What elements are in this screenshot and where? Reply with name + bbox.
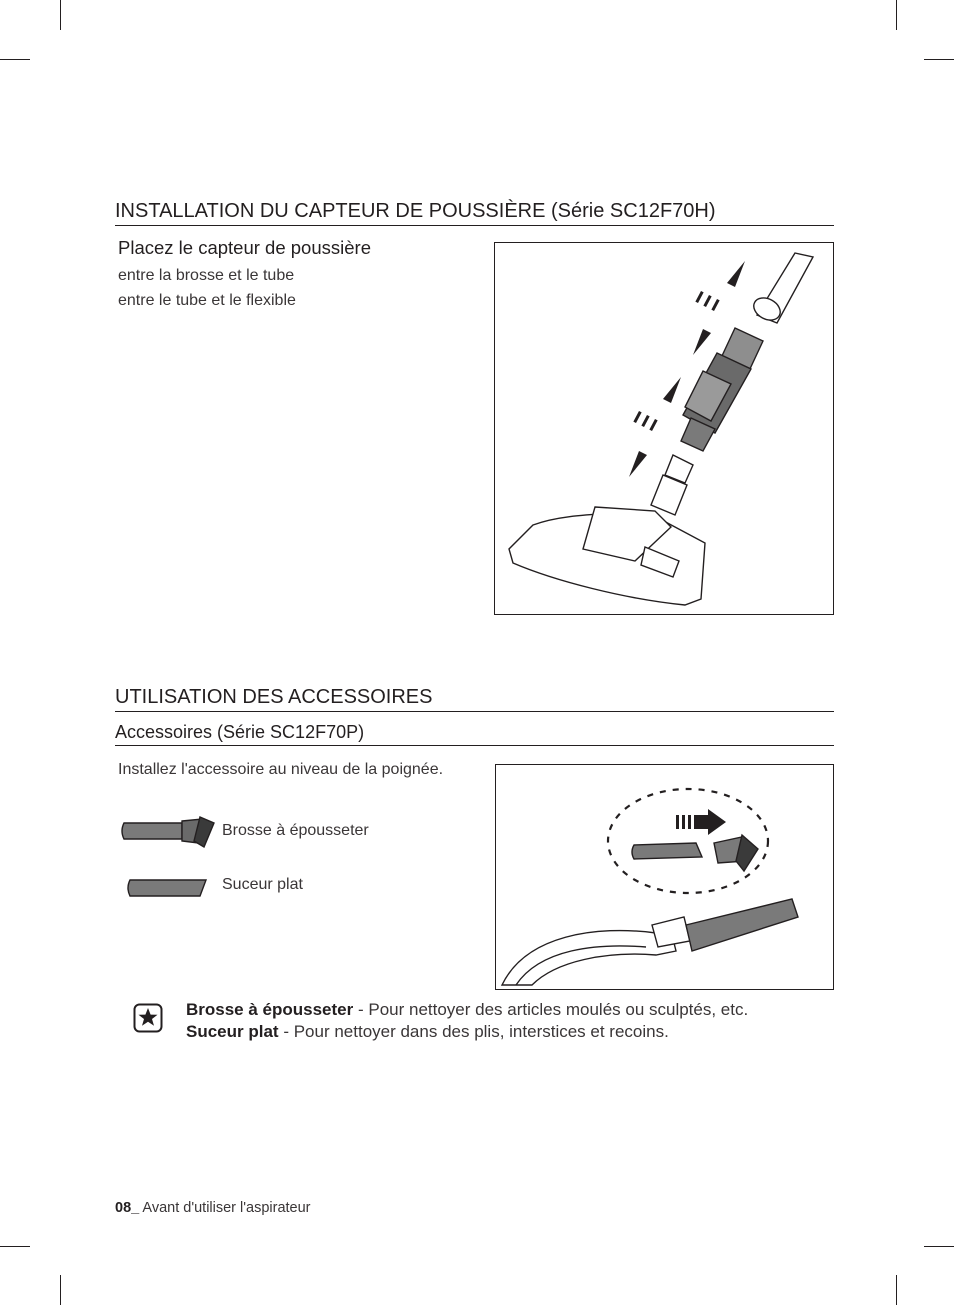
crop-mark — [924, 1246, 954, 1247]
accessories-subheading: Accessoires (Série SC12F70P) — [115, 721, 834, 746]
dust-sensor-line-2: entre le tube et le flexible — [118, 292, 296, 309]
crop-mark — [60, 1275, 61, 1305]
crop-mark — [0, 1246, 30, 1247]
dust-sensor-subtitle: Placez le capteur de poussière — [118, 237, 371, 258]
tube-icon — [750, 253, 813, 324]
dust-sensor-illustration — [494, 242, 834, 615]
push-arrow-icon — [676, 809, 726, 835]
accessory-label-crevice-tool: Suceur plat — [222, 876, 303, 893]
accessories-illustration — [495, 764, 834, 990]
accessory-label-dusting-brush: Brosse à épousseter — [222, 822, 369, 839]
handle-icon — [502, 899, 798, 985]
crop-mark — [0, 59, 30, 60]
accessories-instruction: Installez l'accessoire au niveau de la poignée. — [118, 761, 444, 778]
note-line-crevice-tool: Suceur plat - Pour nettoyer dans des plis, interstices et recoins. — [186, 1022, 669, 1041]
dust-sensor-line-1: entre la brosse et le tube — [118, 267, 295, 284]
page-number: 08_ — [115, 1200, 140, 1216]
note-line-dusting-brush: Brosse à épousseter - Pour nettoyer des articles moulés ou sculptés, etc. — [186, 1000, 749, 1019]
crop-mark — [896, 0, 897, 30]
crevice-tool-icon — [126, 876, 208, 900]
floor-brush-icon — [509, 455, 705, 605]
dusting-brush-icon — [120, 815, 216, 849]
dust-sensor-icon — [681, 328, 763, 451]
section-title-dust-sensor: INSTALLATION DU CAPTEUR DE POUSSIÈRE (Série SC12F70H) — [115, 199, 834, 226]
crop-mark — [924, 59, 954, 60]
crop-mark — [896, 1275, 897, 1305]
page-footer — [115, 1200, 311, 1216]
footer-text: Avant d'utiliser l'aspirateur — [139, 1200, 311, 1216]
section-title-accessories: UTILISATION DES ACCESSOIRES — [115, 685, 834, 712]
accessory-note — [186, 999, 836, 1043]
crop-mark — [60, 0, 61, 30]
star-note-icon — [133, 1003, 163, 1033]
